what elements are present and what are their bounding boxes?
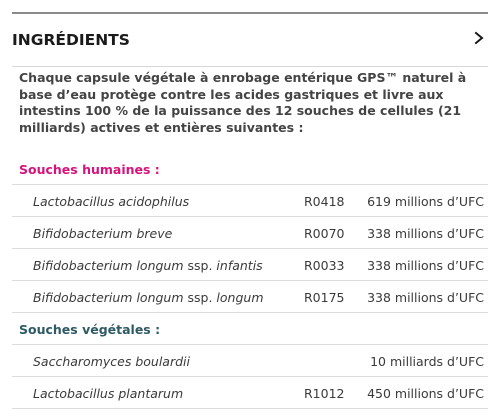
strain-subspecies: longum [216,290,264,305]
strain-code: R0175 [304,290,345,305]
strain-code: R0418 [304,194,345,209]
strain-genus: Bifidobacterium longum [33,290,184,305]
section-label: Souches humaines : [19,162,160,177]
table-row [12,377,488,409]
table-row [12,249,488,281]
section-label: Souches végétales : [19,322,161,337]
section-header-human [12,153,488,185]
strain-amount: 450 millions d’UFC [367,386,484,401]
strain-ssp: ssp. [183,290,217,305]
chevron-right-icon[interactable] [472,31,486,45]
strain-name: Saccharomyces boulardii [33,354,190,369]
table-row [12,185,488,217]
ingredients-accordion-header[interactable] [12,14,488,67]
strain-name [33,258,263,273]
strain-name: Bifidobacterium breve [33,226,173,241]
strain-code: R0070 [304,226,345,241]
strain-name: Lactobacillus plantarum [33,386,184,401]
strain-code: R1012 [304,386,345,401]
strain-amount: 619 millions d’UFC [367,194,484,209]
table-row [12,281,488,313]
strain-name: Lactobacillus acidophilus [33,194,190,209]
strain-amount: 10 milliards d’UFC [370,354,484,369]
section-header-vegetal [12,313,488,345]
strain-code: R0033 [304,258,345,273]
strain-subspecies: infantis [216,258,263,273]
table-row [12,345,488,377]
strain-amount: 338 millions d’UFC [367,226,484,241]
section-title: INGRÉDIENTS [12,31,130,49]
strain-genus: Bifidobacterium longum [33,258,184,273]
strain-name [33,290,264,305]
strain-amount: 338 millions d’UFC [367,258,484,273]
strain-amount: 338 millions d’UFC [367,290,484,305]
strain-ssp: ssp. [183,258,217,273]
table-row [12,217,488,249]
intro-text: Chaque capsule végétale à enrobage entérique GPS™ naturel à base d’eau protège contre les acides gastriques et livre aux intestins 100 % de la puissance des 12 souches de cellules (21 milliards) actives et entières suivantes : [19,70,467,135]
